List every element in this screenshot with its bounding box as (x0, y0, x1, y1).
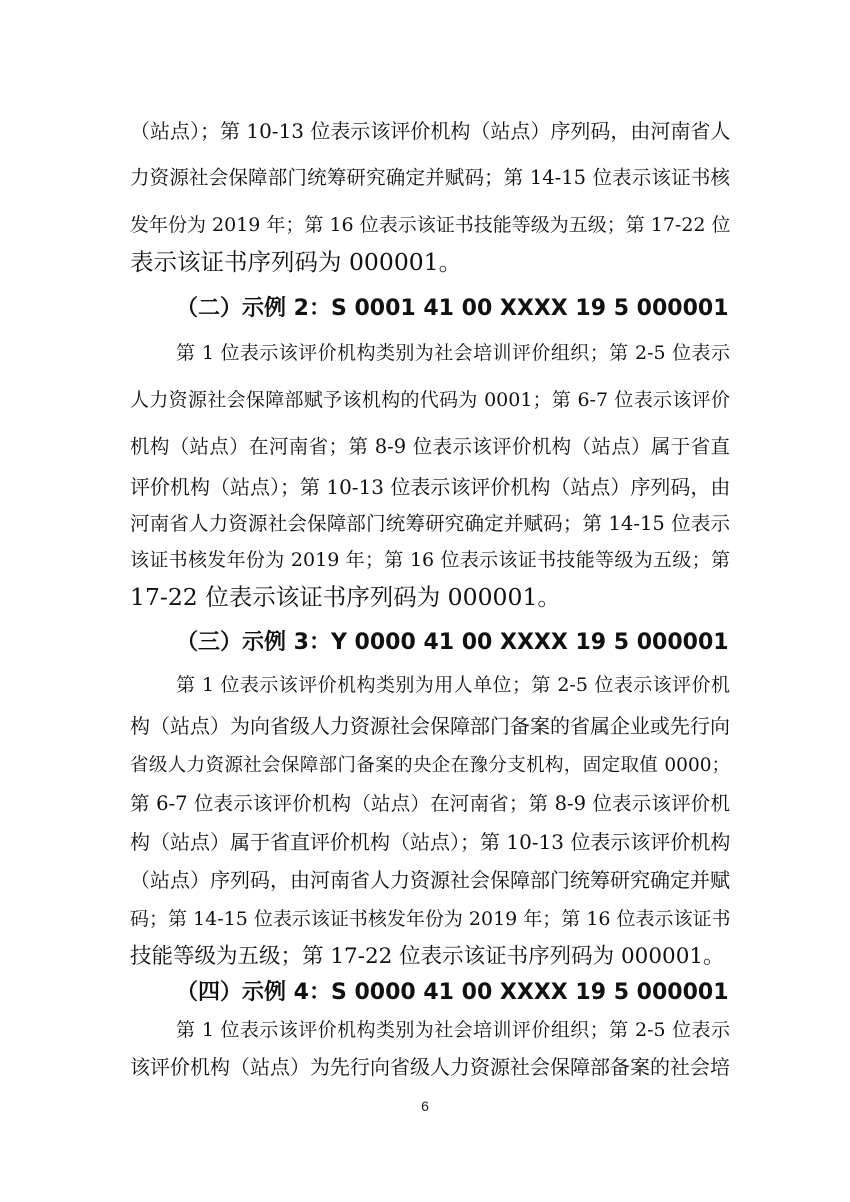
paragraph-line: 该证书核发年份为 2019 年；第 16 位表示该证书技能等级为五级；第 (130, 549, 730, 571)
paragraph-line: 第 6-7 位表示该评价机构（站点）在河南省；第 8-9 位表示该评价机 (130, 792, 730, 815)
paragraph-line: 机构（站点）在河南省；第 8-9 位表示该评价机构（站点）属于省直 (130, 435, 730, 458)
paragraph-line: 技能等级为五级；第 17-22 位表示该证书序列码为 000001。 (130, 944, 725, 969)
paragraph-line: 第 1 位表示该评价机构类别为社会培训评价组织；第 2-5 位表示 (176, 342, 730, 364)
paragraph-line: 力资源社会保障部门统筹研究确定并赋码；第 14-15 位表示该证书核 (130, 166, 730, 189)
paragraph-line: 17-22 位表示该证书序列码为 000001。 (130, 583, 561, 611)
paragraph-line: 评价机构（站点）；第 10-13 位表示该评价机构（站点）序列码，由 (130, 475, 731, 499)
paragraph-line: 构（站点）为向省级人力资源社会保障部门备案的省属企业或先行向 (130, 714, 730, 738)
paragraph-line: 第 1 位表示该评价机构类别为社会培训评价组织；第 2-5 位表示 (176, 1019, 730, 1041)
paragraph-line: （站点）序列码，由河南省人力资源社会保障部门统筹研究确定并赋 (130, 868, 730, 892)
paragraph-line: 省级人力资源社会保障部门备案的央企在豫分支机构，固定取值 0000； (130, 755, 730, 776)
paragraph-line: 码；第 14-15 位表示该证书核发年份为 2019 年；第 16 位表示该证书 (130, 908, 731, 930)
paragraph-line: （站点）；第 10-13 位表示该评价机构（站点）序列码，由河南省人 (130, 119, 731, 143)
section-heading-example-3: （三）示例 3：Y 0000 41 00 XXXX 19 5 000001 (176, 630, 729, 655)
paragraph-line: 第 1 位表示该评价机构类别为用人单位；第 2-5 位表示该评价机 (176, 674, 730, 696)
paragraph-line: 人力资源社会保障部赋予该机构的代码为 0001；第 6-7 位表示该评价 (130, 389, 730, 411)
paragraph-line: 构（站点）属于省直评价机构（站点）；第 10-13 位表示该评价机构 (130, 830, 731, 854)
paragraph-line: 该评价机构（站点）为先行向省级人力资源社会保障部备案的社会培 (130, 1055, 730, 1079)
page-number: 6 (421, 1098, 429, 1114)
paragraph-line: 表示该证书序列码为 000001。 (130, 248, 463, 276)
paragraph-line: 发年份为 2019 年；第 16 位表示该证书技能等级为五级；第 17-22 位 (130, 214, 731, 236)
section-heading-example-2: （二）示例 2：S 0001 41 00 XXXX 19 5 000001 (176, 296, 729, 321)
section-heading-example-4: （四）示例 4：S 0000 41 00 XXXX 19 5 000001 (176, 980, 729, 1005)
paragraph-line: 河南省人力资源社会保障部门统筹研究确定并赋码；第 14-15 位表示 (130, 512, 730, 535)
